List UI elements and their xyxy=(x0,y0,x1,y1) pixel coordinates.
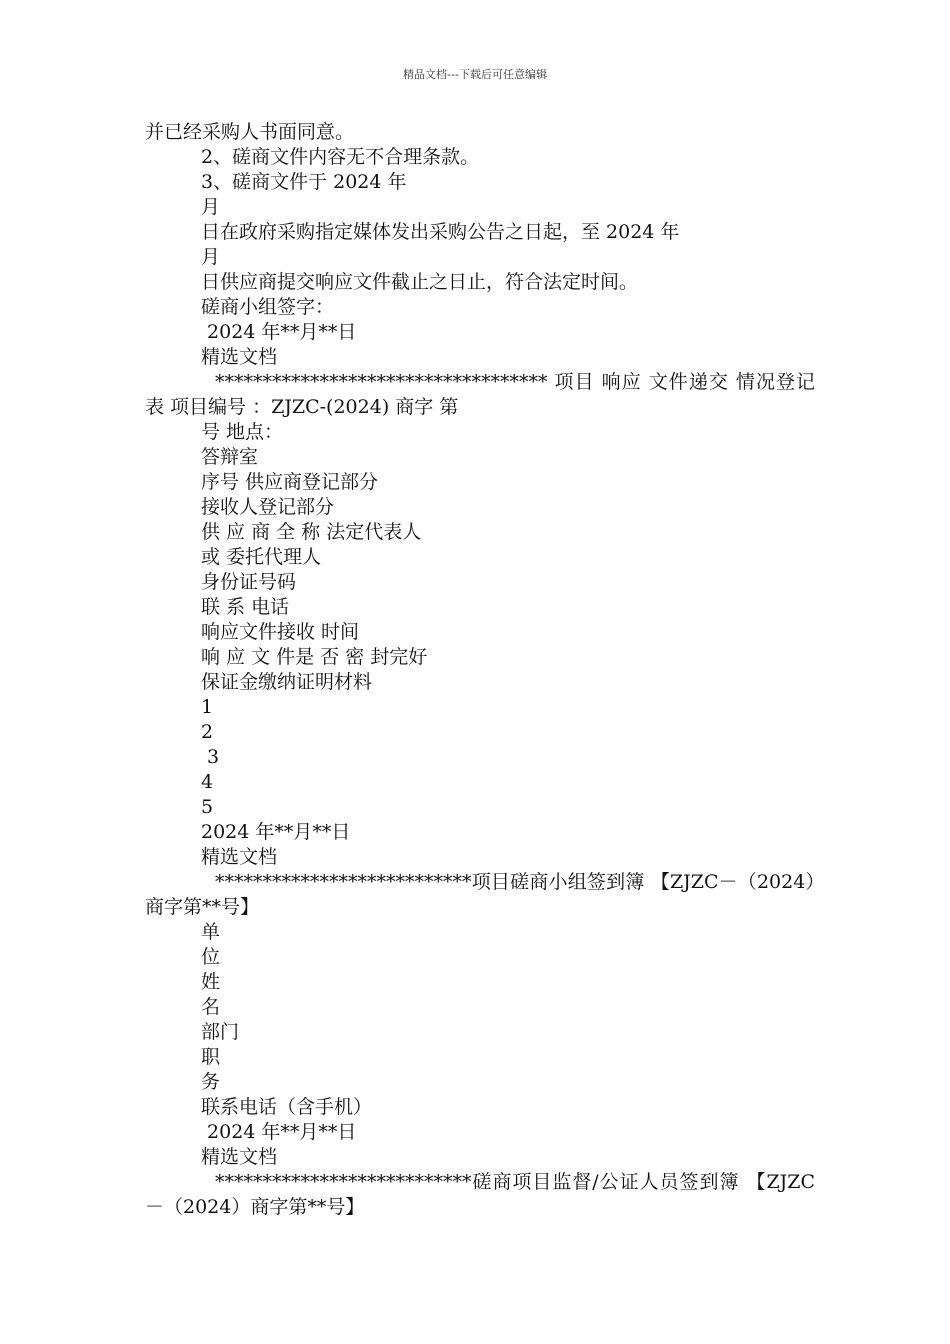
table-header: 职 xyxy=(201,1046,221,1068)
table-header: 身份证号码 xyxy=(201,571,297,593)
table-header: 响 应 文 件是 否 密 封完好 xyxy=(201,646,428,668)
text-line: 并已经采购人书面同意。 xyxy=(145,121,355,143)
row-number: 2 xyxy=(201,721,214,743)
table-header: 部门 xyxy=(201,1021,240,1043)
text-line: 月 xyxy=(201,196,221,218)
document-body xyxy=(145,120,815,1220)
row-number: 4 xyxy=(201,771,214,793)
date-line: 2024 年**月**日 xyxy=(201,821,351,843)
row-number: 5 xyxy=(201,796,214,818)
section-title-submission-register: *********************************** 项目 响应 文件递交 情况登记表 项目编号 ：ZJZC-(2024) 商字 第 xyxy=(145,371,815,418)
text-line: 日供应商提交响应文件截止之日止，符合法定时间。 xyxy=(201,271,639,293)
table-header: 务 xyxy=(201,1071,221,1093)
table-header: 响应文件接收 时间 xyxy=(201,621,360,643)
row-number: 3 xyxy=(201,746,220,768)
date-line: 2024 年**月**日 xyxy=(201,1121,357,1143)
text-line: 月 xyxy=(201,246,221,268)
table-header: 联系电话（含手机） xyxy=(201,1096,373,1118)
table-header: 联 系 电话 xyxy=(201,596,290,618)
text-line: 答辩室 xyxy=(201,446,259,468)
row-number: 1 xyxy=(201,696,214,718)
signature-label: 磋商小组签字： xyxy=(201,296,335,318)
table-header: 保证金缴纳证明材料 xyxy=(201,671,373,693)
section-title-supervisor-signin: ***************************磋商项目监督/公证人员签到簿 【ZJZC－（2024）商字第**号】 xyxy=(145,1171,815,1218)
watermark-text: 精选文档 xyxy=(201,1146,278,1168)
table-header: 接收人登记部分 xyxy=(201,496,335,518)
table-header: 单 xyxy=(201,921,221,943)
text-line: 号 地点： xyxy=(201,421,284,443)
table-header: 位 xyxy=(201,946,221,968)
table-header: 序号 供应商登记部分 xyxy=(201,471,379,493)
table-header: 或 委托代理人 xyxy=(201,546,322,568)
watermark-text: 精选文档 xyxy=(201,346,278,368)
date-line: 2024 年**月**日 xyxy=(201,321,357,343)
table-header: 姓 xyxy=(201,971,221,993)
page-header: 精品文档---下载后可任意编辑 xyxy=(403,68,547,81)
text-line: 日在政府采购指定媒体发出采购公告之日起，至 2024 年 xyxy=(201,221,680,243)
table-header: 名 xyxy=(201,996,221,1018)
watermark-text: 精选文档 xyxy=(201,846,278,868)
text-line: 2、磋商文件内容无不合理条款。 xyxy=(201,146,480,168)
table-header: 供 应 商 全 称 法定代表人 xyxy=(201,521,422,543)
text-line: 3、磋商文件于 2024 年 xyxy=(201,171,407,193)
section-title-panel-signin: ***************************项目磋商小组签到簿 【ZJZC－（2024）商字第**号】 xyxy=(145,871,815,918)
